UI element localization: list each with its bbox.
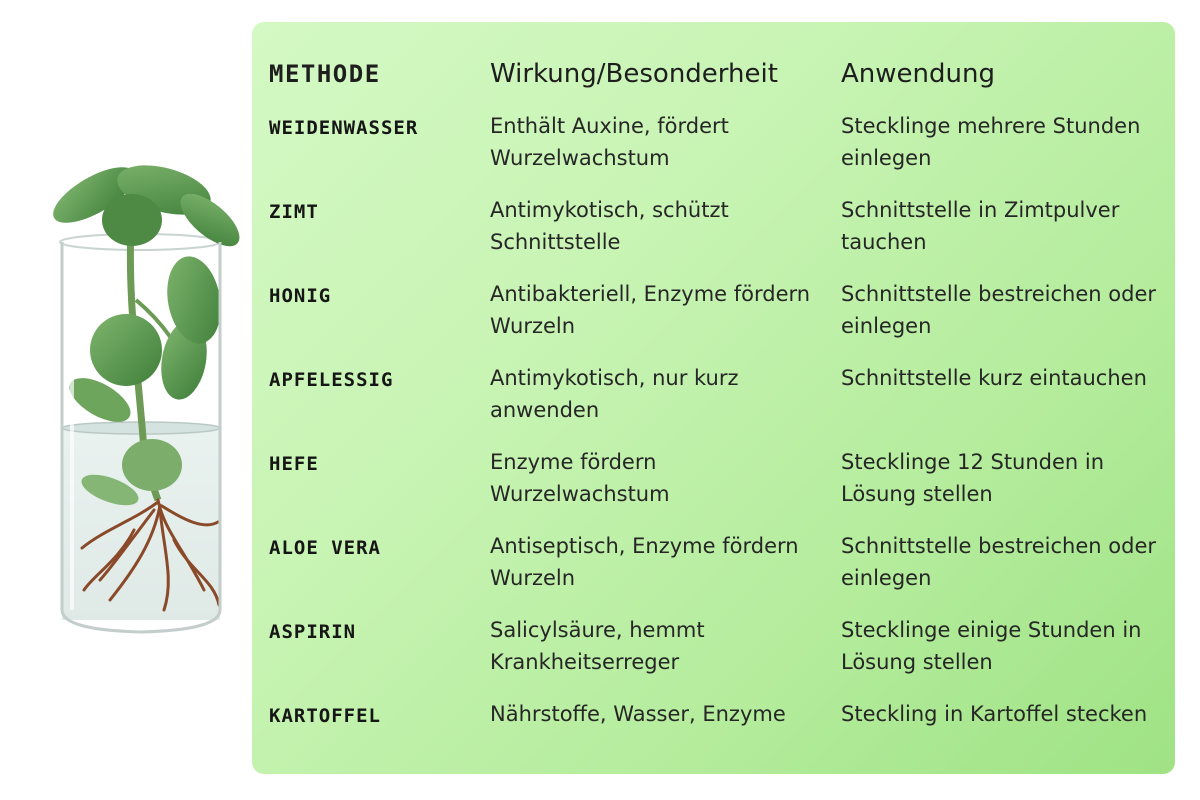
method-application: Schnittstelle bestreichen oder einlegen [841,282,1156,338]
plant-in-glass-image [14,150,250,650]
table-row [252,446,1175,526]
method-application: Schnittstelle in Zimtpulver tauchen [841,198,1120,254]
method-name: HEFE [269,453,319,475]
method-application: Stecklinge einige Stunden in Lösung stellen [841,618,1142,674]
method-effect: Enzyme fördern Wurzelwachstum [490,450,670,506]
method-application: Stecklinge 12 Stunden in Lösung stellen [841,450,1105,506]
table-row [252,110,1175,190]
table-header [252,54,1175,94]
method-name: ZIMT [269,201,319,223]
table-row [252,194,1175,274]
method-name: HONIG [269,285,332,307]
method-effect: Antimykotisch, schützt Schnittstelle [490,198,729,254]
method-effect: Antiseptisch, Enzyme fördern Wurzeln [490,534,799,590]
table-row [252,698,1175,778]
method-application: Stecklinge mehrere Stunden einlegen [841,114,1141,170]
method-application: Schnittstelle kurz eintauchen [841,366,1147,390]
method-name: ASPIRIN [269,621,357,643]
method-effect: Nährstoffe, Wasser, Enzyme [490,702,786,726]
method-effect: Antibakteriell, Enzyme fördern Wurzeln [490,282,811,338]
method-effect: Antimykotisch, nur kurz anwenden [490,366,739,422]
method-name: ALOE VERA [269,537,381,559]
method-name: APFELESSIG [269,369,394,391]
header-effect: Wirkung/Besonderheit [490,59,778,89]
header-application: Anwendung [841,59,995,89]
table-row [252,530,1175,610]
header-method: METHODE [269,60,381,88]
table-row [252,278,1175,358]
method-application: Steckling in Kartoffel stecken [841,702,1148,726]
table-row [252,614,1175,694]
method-application: Schnittstelle bestreichen oder einlegen [841,534,1156,590]
method-name: WEIDENWASSER [269,117,419,139]
table-row [252,362,1175,442]
method-effect: Enthält Auxine, fördert Wurzelwachstum [490,114,729,170]
method-name: KARTOFFEL [269,705,381,727]
method-effect: Salicylsäure, hemmt Krankheitserreger [490,618,705,674]
methods-table [252,22,1175,774]
